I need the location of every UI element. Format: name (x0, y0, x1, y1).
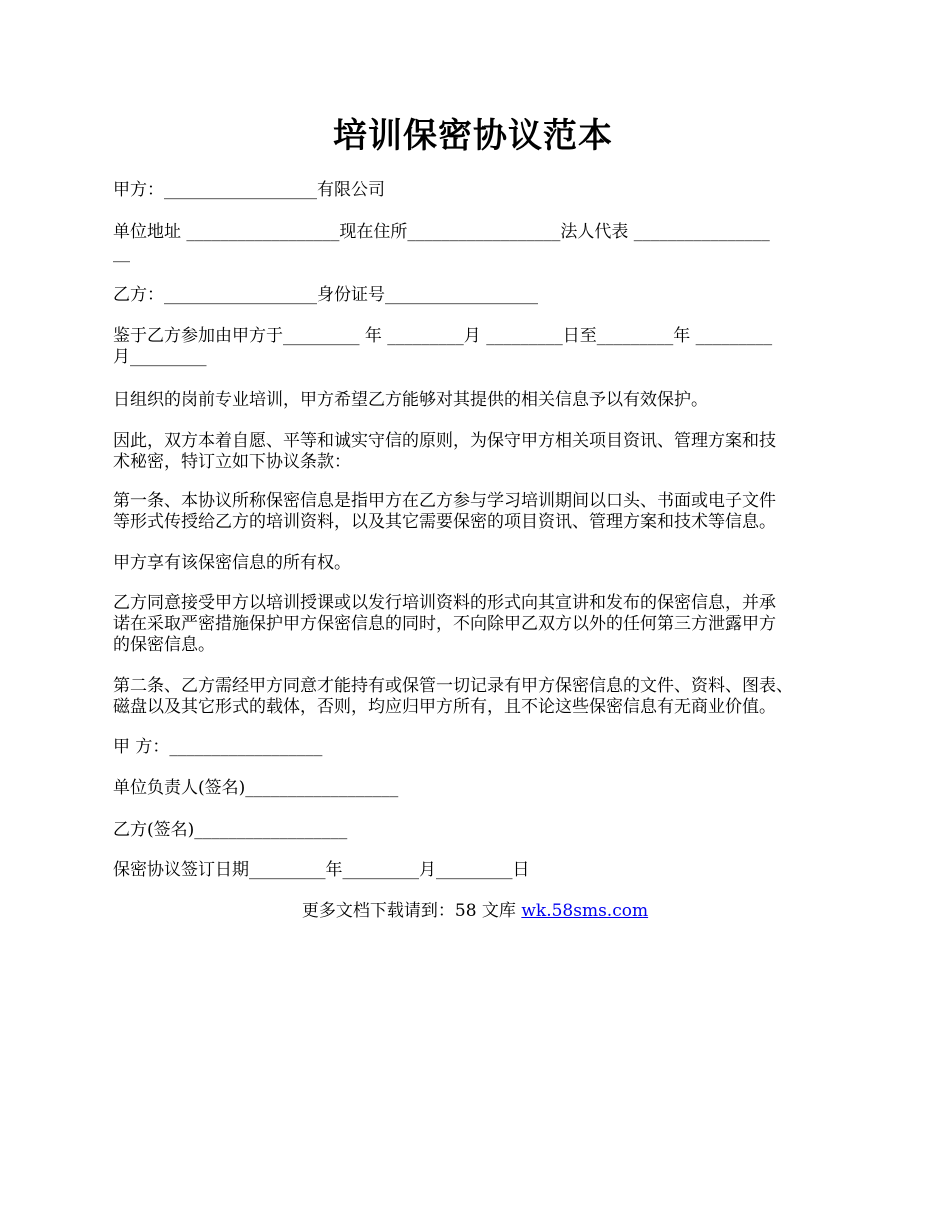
signing-date-line: 保密协议签订日期_________年_________月_________日 (113, 860, 530, 880)
document-title: 培训保密协议范本 (333, 116, 613, 156)
confidentiality-commitment-paragraph: 乙方同意接受甲方以培训授课或以发行培训资料的形式向其宣讲和发布的保密信息，并承 诺在采取严密措施保护甲方保密信息的同时，不向除甲乙双方以外的任何第三方泄露甲方 的保密信息。 (113, 593, 776, 655)
unit-head-signature-line: 单位负责人(签名)__________________ (113, 778, 399, 798)
ownership-paragraph: 甲方享有该保密信息的所有权。 (113, 553, 351, 573)
party-a-signature-line: 甲 方：__________________ (113, 737, 323, 757)
party-b-signature-line: 乙方(签名)__________________ (113, 820, 348, 840)
party-b-line: 乙方：__________________身份证号__________________ (113, 285, 538, 305)
footer-prefix: 更多文档下载请到：58 文库 (301, 901, 522, 921)
footer (0, 900, 950, 922)
address-line: 单位地址 __________________现在住所__________________法人代表 ________________ __ (113, 222, 770, 263)
article-two-paragraph: 第二条、乙方需经甲方同意才能持有或保管一切记录有甲方保密信息的文件、资料、图表、 磁盘以及其它形式的载体，否则，均应归甲方所有，且不论这些保密信息有无商业价值。 (113, 676, 793, 717)
training-period-line: 鉴于乙方参加由甲方于_________ 年 _________月 _________日至_________年 _________ 月_________ (113, 326, 773, 367)
training-purpose-paragraph: 日组织的岗前专业培训，甲方希望乙方能够对其提供的相关信息予以有效保护。 (113, 390, 708, 410)
footer-link[interactable]: wk.58sms.com (521, 901, 649, 921)
principles-paragraph: 因此，双方本着自愿、平等和诚实守信的原则，为保守甲方相关项目资讯、管理方案和技 术秘密，特订立如下协议条款： (113, 431, 776, 472)
party-a-line: 甲方：__________________有限公司 (113, 180, 385, 200)
article-one-paragraph: 第一条、本协议所称保密信息是指甲方在乙方参与学习培训期间以口头、书面或电子文件 等形式传授给乙方的培训资料，以及其它需要保密的项目资讯、管理方案和技术等信息。 (113, 491, 776, 532)
